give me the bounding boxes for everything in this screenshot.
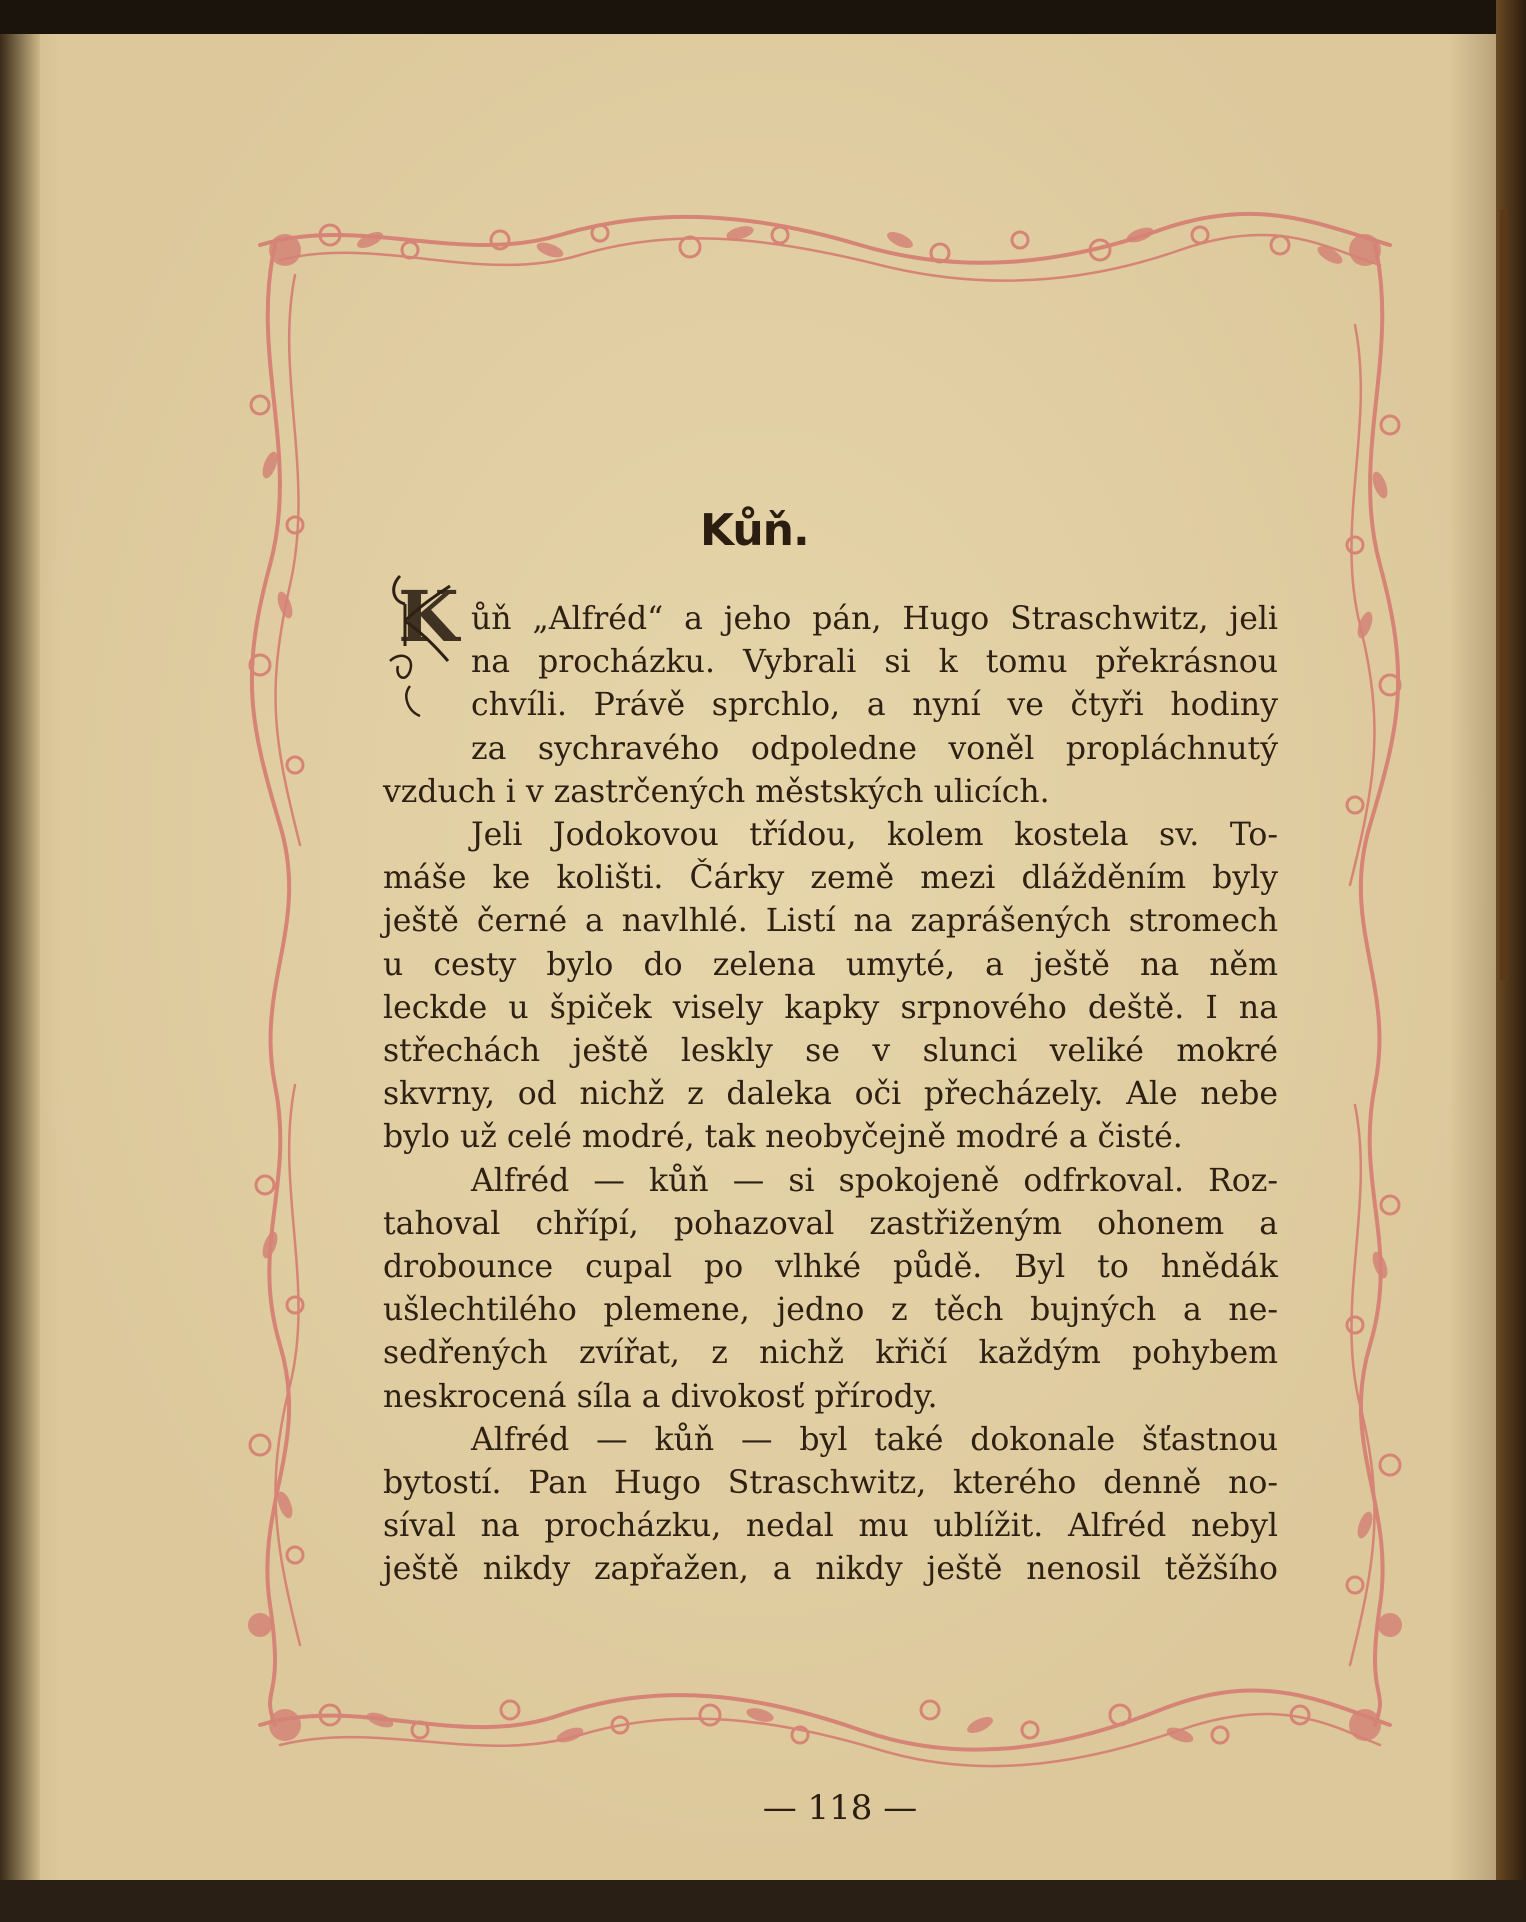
text-line: ušlechtilého plemene, jedno z těch bujných a ne-	[383, 1292, 1278, 1329]
text-line: ještě nikdy zapřažen, a nikdy ještě nenosil těžšího	[383, 1551, 1278, 1588]
text-line: sedřených zvířat, z nichž křičí každým pohybem	[383, 1335, 1278, 1372]
body-text	[383, 598, 1278, 1592]
scan-top-border	[0, 0, 1526, 34]
chapter-title: Kůň.	[700, 505, 809, 556]
text-line: bylo už celé modré, tak neobyčejně modré a čisté.	[383, 1119, 1183, 1156]
text-line: máše ke kolišti. Čárky země mezi dlážděním byly	[383, 860, 1278, 897]
text-line: u cesty bylo do zelena umyté, a ještě na něm	[383, 946, 1278, 983]
text-line: ůň „Alfréd“ a jeho pán, Hugo Straschwitz, jeli	[471, 601, 1278, 637]
scan-bottom-border	[0, 1880, 1526, 1922]
text-line: vzduch i v zastrčených městských ulicích.	[383, 773, 1050, 810]
text-line: na procházku. Vybrali si k tomu překrásnou	[471, 644, 1278, 681]
text-line: skvrny, od nichž z daleka oči přecházely. Ale nebe	[383, 1076, 1278, 1113]
text-line: za sychravého odpoledne voněl propláchnutý	[471, 730, 1278, 767]
spine-shadow	[1500, 210, 1508, 980]
text-line: leckde u špiček visely kapky srpnového deště. I na	[383, 989, 1278, 1026]
text-line: chvíli. Právě sprchlo, a nyní ve čtyři hodiny	[471, 687, 1278, 724]
text-line: tahoval chřípí, pohazoval zastřiženým ohonem a	[383, 1205, 1278, 1242]
text-line: bytostí. Pan Hugo Straschwitz, kterého denně no-	[383, 1465, 1278, 1502]
text-line: síval na procházku, nedal mu ublížit. Alfréd nebyl	[383, 1508, 1278, 1545]
text-line: Alfréd — kůň — si spokojeně odfrkoval. Roz-	[471, 1162, 1278, 1199]
text-line: ještě černé a navlhlé. Listí na zaprášených stromech	[383, 903, 1278, 940]
scan-left-edge	[0, 34, 40, 1880]
page-number: — 118 —	[762, 1788, 918, 1828]
drop-cap-letter: K	[398, 575, 459, 658]
text-line: střechách ještě leskly se v slunci veliké mokré	[383, 1033, 1278, 1070]
text-line: neskrocená síla a divokosť přírody.	[383, 1378, 938, 1415]
text-line: Jeli Jodokovou třídou, kolem kostela sv. To-	[471, 817, 1278, 854]
text-line: drobounce cupal po vlhké půdě. Byl to hnědák	[383, 1249, 1278, 1286]
text-line: Alfréd — kůň — byl také dokonale šťastnou	[471, 1421, 1278, 1458]
